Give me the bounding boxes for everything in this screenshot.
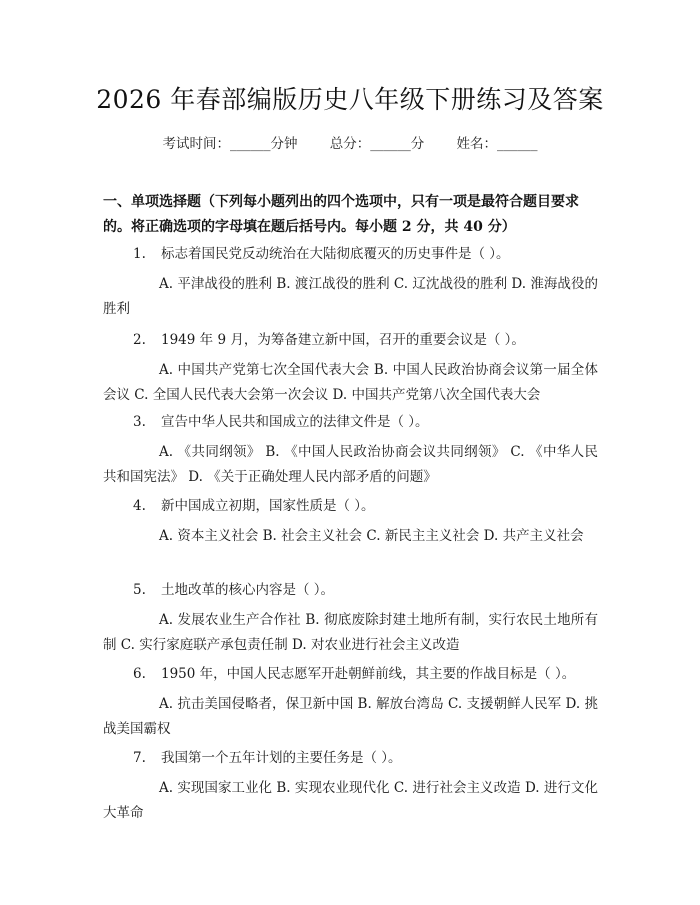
question-options: A. 实现国家工业化 B. 实现农业现代化 C. 进行社会主义改造 D. 进行文化大革命 xyxy=(103,780,598,821)
question-stem xyxy=(103,578,598,603)
question-text: 标志着国民党反动统治在大陆彻底覆灭的历史事件是（ ）。 xyxy=(161,246,510,262)
question-stem xyxy=(103,746,598,771)
question-options: A. 抗击美国侵略者，保卫新中国 B. 解放台湾岛 C. 支援朝鲜人民军 D. 挑战美国霸权 xyxy=(103,696,598,737)
exam-info-line xyxy=(0,132,700,152)
question-text: 土地改革的核心内容是（ ）。 xyxy=(161,582,335,598)
question-text: 新中国成立初期，国家性质是（ ）。 xyxy=(161,498,375,514)
total-score-field: 总分：______分 xyxy=(329,136,425,152)
question-options: A. 平津战役的胜利 B. 渡江战役的胜利 C. 辽沈战役的胜利 D. 淮海战役的胜利 xyxy=(103,276,598,317)
question-number: 1. xyxy=(133,246,146,262)
question-number: 2. xyxy=(133,332,146,348)
question-options: A. 发展农业生产合作社 B. 彻底废除封建土地所有制，实行农民土地所有制 C. 实行家庭联产承包责任制 D. 对农业进行社会主义改造 xyxy=(103,612,598,653)
question-stem xyxy=(103,494,598,519)
question-stem xyxy=(103,328,598,353)
section-heading: 一、单项选择题（下列每小题列出的四个选项中，只有一项是最符合题目要求的。将正确选项的字母填在题后括号内。每小题 2 分，共 40 分） xyxy=(103,194,579,235)
question-options: A. 《共同纲领》 B. 《中国人民政治协商会议共同纲领》 C. 《中华人民共和国宪法》 D. 《关于正确处理人民内部矛盾的问题》 xyxy=(103,444,598,485)
question-number: 4. xyxy=(133,498,146,514)
student-name-field: 姓名：______ xyxy=(456,136,538,152)
question-stem xyxy=(103,662,598,687)
question-number: 5. xyxy=(133,582,146,598)
question-text: 我国第一个五年计划的主要任务是（ ）。 xyxy=(161,750,402,766)
question-number: 7. xyxy=(133,750,146,766)
question-stem xyxy=(103,410,598,435)
question-text: 宣告中华人民共和国成立的法律文件是（ ）。 xyxy=(161,414,429,430)
page-title: 2026 年春部编版历史八年级下册练习及答案 xyxy=(96,85,604,114)
question-options: A. 资本主义社会 B. 社会主义社会 C. 新民主主义社会 D. 共产主义社会 xyxy=(159,528,584,544)
exam-time-field: 考试时间：______分钟 xyxy=(162,136,298,152)
question-stem xyxy=(103,242,598,267)
question-number: 6. xyxy=(133,666,146,682)
question-text: 1949 年 9 月，为筹备建立新中国，召开的重要会议是（ ）。 xyxy=(161,332,525,348)
question-options: A. 中国共产党第七次全国代表大会 B. 中国人民政治协商会议第一届全体会议 C. 全国人民代表大会第一次会议 D. 中国共产党第八次全国代表大会 xyxy=(103,362,598,403)
question-text: 1950 年，中国人民志愿军开赴朝鲜前线，其主要的作战目标是（ ）。 xyxy=(161,666,576,682)
question-number: 3. xyxy=(133,414,146,430)
